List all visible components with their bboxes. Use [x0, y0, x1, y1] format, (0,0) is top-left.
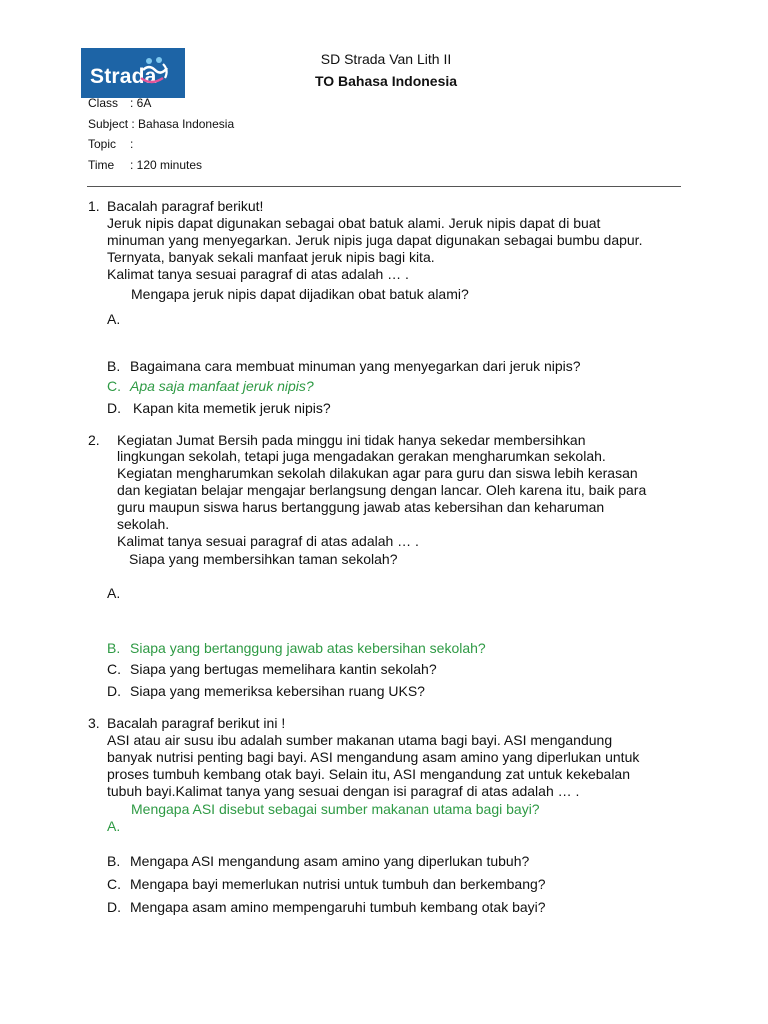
option-c-letter: C.: [107, 378, 121, 394]
time-label: Time: [88, 158, 115, 172]
option-a-letter: A.: [107, 311, 121, 327]
passage-line: Kalimat tanya sesuai paragraf di atas adalah … .: [117, 533, 419, 549]
option-b-letter: B.: [107, 640, 121, 656]
passage-line: minuman yang menyegarkan. Jeruk nipis juga dapat digunakan sebagai bumbu dapur.: [107, 232, 643, 248]
option-c-letter: C.: [107, 876, 121, 892]
subject-row: [88, 117, 234, 131]
passage-line: proses tumbuh kembang otak bayi. Selain itu, ASI mengandung zat untuk kekebalan: [107, 766, 631, 782]
subject-label: Subject: [88, 117, 129, 131]
question-number: 1.: [88, 198, 100, 214]
topic-value: :: [130, 137, 134, 151]
option-b-text: Mengapa ASI mengandung asam amino yang diperlukan tubuh?: [130, 853, 530, 869]
passage-line: Ternyata, banyak sekali manfaat jeruk nipis bagi kita.: [107, 249, 435, 265]
option-b-letter: B.: [107, 358, 121, 374]
passage-line: Bacalah paragraf berikut ini !: [107, 715, 286, 731]
topic-row: [88, 137, 133, 151]
passage-line: dan kegiatan belajar mengajar berlangsung dengan lancar. Oleh karena itu, baik para: [117, 482, 647, 498]
school-name: SD Strada Van Lith II: [320, 51, 452, 67]
option-d-text: Siapa yang memeriksa kebersihan ruang UKS?: [130, 683, 425, 699]
question-number: 2.: [88, 432, 100, 448]
passage-line: Kegiatan mengharumkan sekolah dilakukan agar para guru dan siswa lebih kerasan: [117, 465, 638, 481]
option-b-text: Siapa yang bertanggung jawab atas kebersihan sekolah?: [130, 640, 486, 656]
passage-line: banyak nutrisi penting bagi bayi. ASI mengandung asam amino yang diperlukan untuk: [107, 749, 640, 765]
class-value: : 6A: [130, 96, 152, 110]
class-label: Class: [88, 96, 119, 110]
option-a-text: Mengapa jeruk nipis dapat dijadikan obat batuk alami?: [131, 286, 469, 302]
passage-line: Kalimat tanya sesuai paragraf di atas adalah … .: [107, 266, 409, 282]
logo-text: Strada: [90, 65, 157, 88]
option-d-text: Mengapa asam amino mempengaruhi tumbuh kembang otak bayi?: [130, 899, 546, 915]
option-a-letter: A.: [107, 585, 121, 601]
passage-line: lingkungan sekolah, tetapi juga mengadakan gerakan mengharumkan sekolah.: [117, 448, 606, 464]
option-d-letter: D.: [107, 400, 121, 416]
option-d-letter: D.: [107, 899, 121, 915]
option-c-text: Apa saja manfaat jeruk nipis?: [130, 378, 314, 394]
test-title: TO Bahasa Indonesia: [314, 73, 458, 89]
option-a-letter: A.: [107, 818, 121, 834]
class-row: [88, 96, 151, 110]
topic-label: Topic: [88, 137, 117, 151]
passage-line: sekolah.: [117, 516, 170, 532]
passage-line: ASI atau air susu ibu adalah sumber makanan utama bagi bayi. ASI mengandung: [107, 732, 613, 748]
option-d-letter: D.: [107, 683, 121, 699]
passage-line: Jeruk nipis dapat digunakan sebagai obat batuk alami. Jeruk nipis dapat di buat: [107, 215, 601, 231]
header-divider: [87, 186, 681, 187]
passage-line: Kegiatan Jumat Bersih pada minggu ini tidak hanya sekedar membersihkan: [117, 432, 586, 448]
time-row: [88, 158, 202, 172]
passage-line: Bacalah paragraf berikut!: [107, 198, 264, 214]
time-value: : 120 minutes: [130, 158, 203, 172]
option-c-letter: C.: [107, 661, 121, 677]
option-b-letter: B.: [107, 853, 121, 869]
option-c-text: Mengapa bayi memerlukan nutrisi untuk tumbuh dan berkembang?: [130, 876, 546, 892]
passage-line: guru maupun siswa harus bertanggung jawab atas kebersihan dan keharuman: [117, 499, 605, 515]
option-b-text: Bagaimana cara membuat minuman yang menyegarkan dari jeruk nipis?: [130, 358, 581, 374]
passage-line: tubuh bayi.Kalimat tanya yang sesuai dengan isi paragraf di atas adalah … .: [107, 783, 580, 799]
option-a-text: Mengapa ASI disebut sebagai sumber makanan utama bagi bayi?: [131, 801, 540, 817]
subject-value: : Bahasa Indonesia: [131, 117, 235, 131]
question-number: 3.: [88, 715, 100, 731]
option-a-text: Siapa yang membersihkan taman sekolah?: [129, 551, 398, 567]
option-c-text: Siapa yang bertugas memelihara kantin sekolah?: [130, 661, 437, 677]
option-d-text: Kapan kita memetik jeruk nipis?: [133, 400, 331, 416]
